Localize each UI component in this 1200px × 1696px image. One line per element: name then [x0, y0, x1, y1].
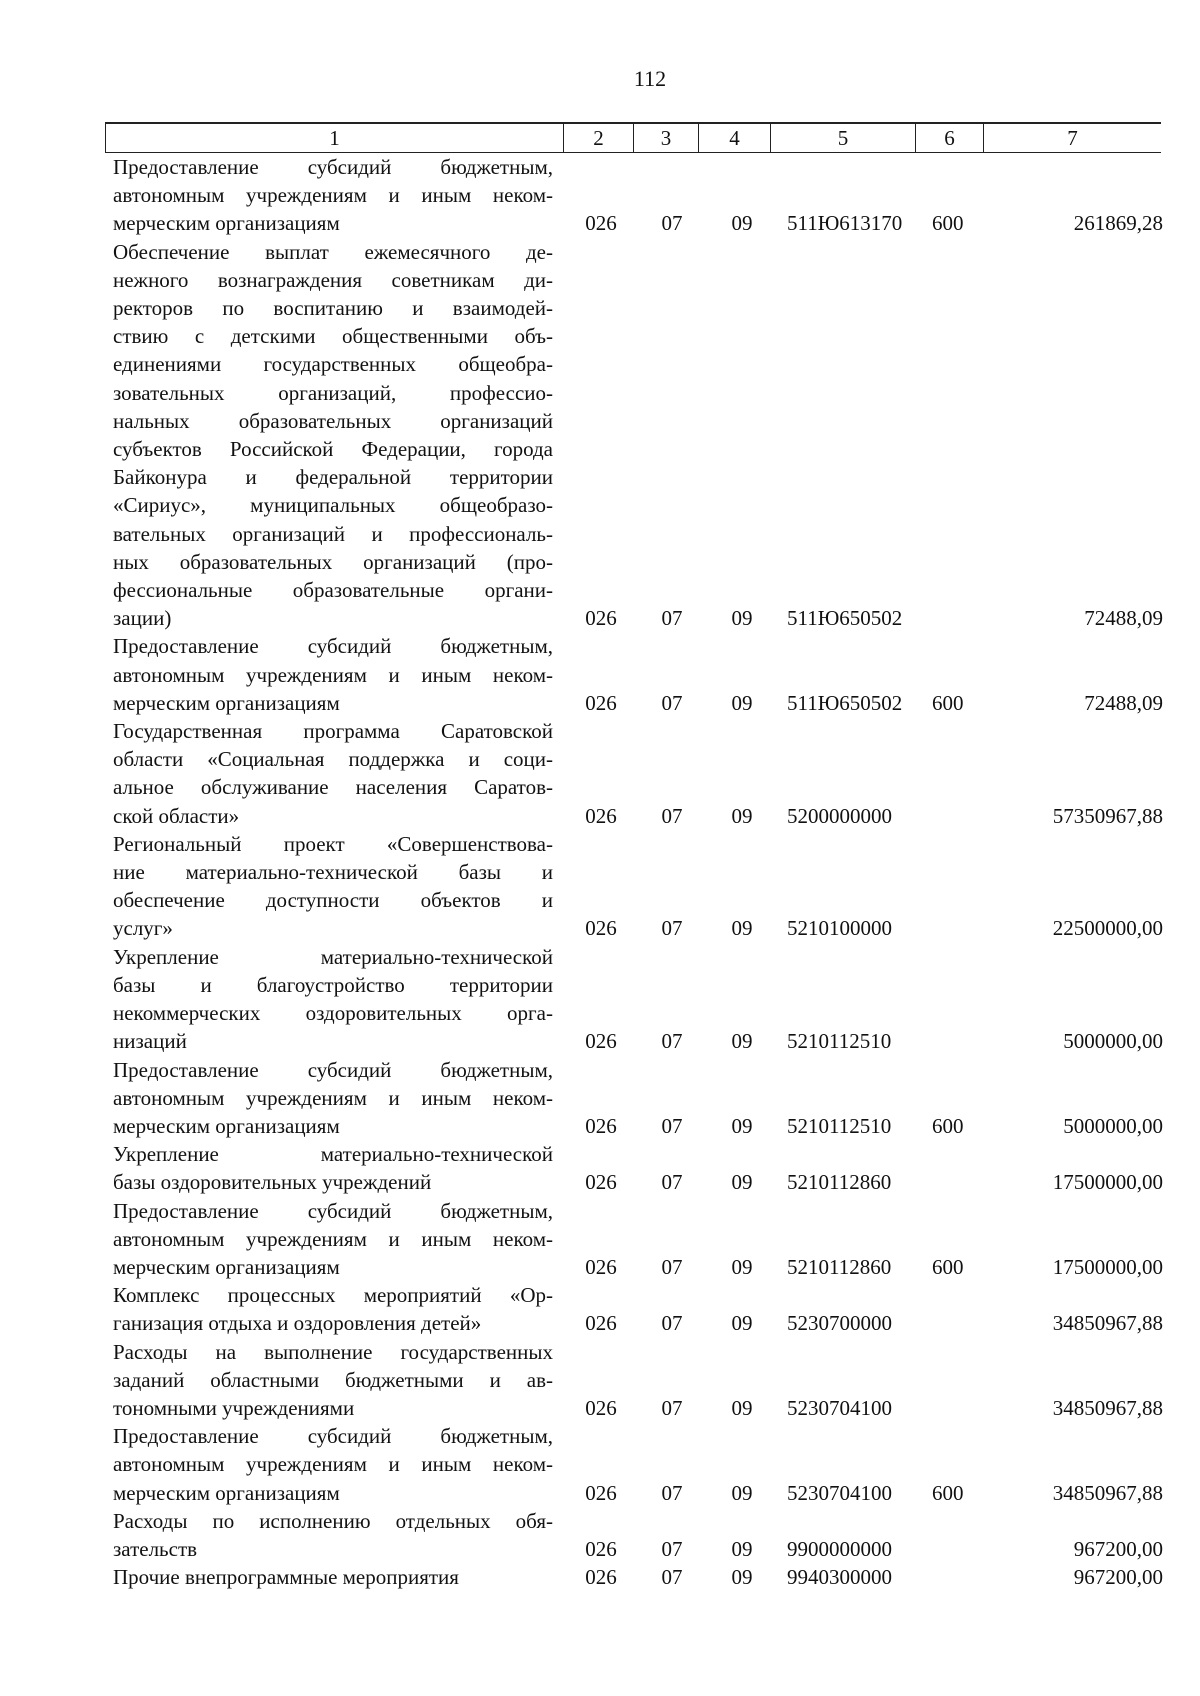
- description-line: нальных образовательных организаций: [113, 408, 553, 433]
- row-description: [113, 238, 553, 633]
- description-line: фессиональные образовательные органи-: [113, 578, 553, 603]
- row-description: [113, 153, 553, 238]
- cell-c4: 09: [731, 211, 753, 236]
- description-line: области «Социальная поддержка и соци-: [113, 747, 553, 772]
- cell-c4: 09: [731, 1480, 753, 1505]
- cell-c2: 026: [585, 1395, 617, 1420]
- description-line: автономным учреждениям и иным неком-: [113, 1226, 553, 1251]
- header-col-3: 3: [633, 124, 698, 152]
- description-line: нежного вознаграждения советникам ди-: [113, 267, 553, 292]
- description-line: услуг»: [113, 916, 173, 941]
- description-line: мерческим организациям: [113, 690, 340, 715]
- description-line: автономным учреждениям и иным неком-: [113, 183, 553, 208]
- description-line: Укрепление материально-технической: [113, 1142, 553, 1167]
- table-row: [113, 1281, 1163, 1337]
- description-line: субъектов Российской Федерации, города: [113, 437, 553, 462]
- cell-c2: 026: [585, 1113, 617, 1138]
- cell-c2: 026: [585, 211, 617, 236]
- table-row: [113, 717, 1163, 830]
- cell-c7: 17500000,00: [1052, 1170, 1163, 1195]
- table-row: [113, 153, 1163, 238]
- description-line: ректоров по воспитанию и взаимодей-: [113, 296, 553, 321]
- cell-c6: 600: [932, 690, 964, 715]
- description-line: автономным учреждениям и иным неком-: [113, 1085, 553, 1110]
- description-line: Укрепление материально-технической: [113, 944, 553, 969]
- cell-c5: 5210112510: [787, 1113, 892, 1138]
- description-line: автономным учреждениям и иным неком-: [113, 662, 553, 687]
- cell-c7: 57350967,88: [1052, 803, 1163, 828]
- cell-c4: 09: [731, 803, 753, 828]
- description-line: Предоставление субсидий бюджетным,: [113, 1198, 553, 1223]
- cell-c2: 026: [585, 1311, 617, 1336]
- cell-c6: 600: [932, 1254, 964, 1279]
- table-row: [113, 830, 1163, 943]
- cell-c2: 026: [585, 1565, 617, 1590]
- cell-c2: 026: [585, 1170, 617, 1195]
- cell-c2: 026: [585, 803, 617, 828]
- page-number: 112: [633, 66, 667, 91]
- cell-c3: 07: [661, 1029, 683, 1054]
- description-line: ние материально-технической базы и: [113, 860, 553, 885]
- cell-c4: 09: [731, 1395, 753, 1420]
- description-line: некоммерческих оздоровительных орга-: [113, 1001, 553, 1026]
- cell-c2: 026: [585, 1254, 617, 1279]
- row-description: [113, 1563, 553, 1591]
- header-col-6: 6: [915, 124, 983, 152]
- description-line: Государственная программа Саратовской: [113, 719, 553, 744]
- row-description: [113, 1197, 553, 1282]
- row-description: [113, 1281, 553, 1337]
- cell-c2: 026: [585, 1029, 617, 1054]
- cell-c5: 5210112510: [787, 1029, 892, 1054]
- cell-c3: 07: [661, 606, 683, 631]
- description-line: Прочие внепрограммные мероприятия: [113, 1565, 459, 1590]
- description-line: мерческим организациям: [113, 1113, 340, 1138]
- description-line: зовательных организаций, профессио-: [113, 380, 553, 405]
- cell-c7: 22500000,00: [1052, 916, 1163, 941]
- description-line: ской области»: [113, 803, 240, 828]
- row-description: [113, 1338, 553, 1423]
- description-line: Предоставление субсидий бюджетным,: [113, 1057, 553, 1082]
- table-row: [113, 1563, 1163, 1591]
- row-description: [113, 943, 553, 1056]
- description-line: ных образовательных организаций (про-: [113, 549, 553, 574]
- cell-c5: 5200000000: [787, 803, 892, 828]
- cell-c5: 5210112860: [787, 1170, 892, 1195]
- cell-c4: 09: [731, 1536, 753, 1561]
- cell-c2: 026: [585, 1536, 617, 1561]
- description-line: заданий областными бюджетными и ав-: [113, 1367, 553, 1392]
- cell-c3: 07: [661, 1395, 683, 1420]
- header-col-1: 1: [105, 124, 563, 152]
- cell-c5: 511Ю650502: [787, 606, 903, 631]
- cell-c6: 600: [932, 1480, 964, 1505]
- table-body: [113, 153, 1163, 1591]
- table-row: [113, 1140, 1163, 1196]
- cell-c5: 9900000000: [787, 1536, 892, 1561]
- cell-c3: 07: [661, 1480, 683, 1505]
- description-line: мерческим организациям: [113, 1480, 340, 1505]
- description-line: автономным учреждениям и иным неком-: [113, 1452, 553, 1477]
- description-line: «Сириус», муниципальных общеобразо-: [113, 493, 553, 518]
- cell-c7: 72488,09: [1084, 690, 1163, 715]
- cell-c3: 07: [661, 1254, 683, 1279]
- cell-c4: 09: [731, 916, 753, 941]
- header-col-5: 5: [770, 124, 915, 152]
- row-description: [113, 1056, 553, 1141]
- cell-c7: 34850967,88: [1052, 1311, 1163, 1336]
- cell-c5: 9940300000: [787, 1565, 892, 1590]
- description-line: мерческим организациям: [113, 1254, 340, 1279]
- cell-c5: 511Ю613170: [787, 211, 903, 236]
- description-line: зательств: [113, 1536, 198, 1561]
- description-line: базы и благоустройство территории: [113, 972, 553, 997]
- row-description: [113, 1422, 553, 1507]
- description-line: обеспечение доступности объектов и: [113, 888, 553, 913]
- cell-c5: 5210112860: [787, 1254, 892, 1279]
- description-line: Байконура и федеральной территории: [113, 465, 553, 490]
- description-line: Расходы по исполнению отдельных обя-: [113, 1508, 553, 1533]
- header-col-7: 7: [983, 124, 1161, 152]
- cell-c3: 07: [661, 1565, 683, 1590]
- table-header: [105, 122, 1161, 153]
- description-line: Расходы на выполнение государственных: [113, 1339, 553, 1364]
- cell-c3: 07: [661, 211, 683, 236]
- cell-c4: 09: [731, 606, 753, 631]
- cell-c4: 09: [731, 1113, 753, 1138]
- table-row: [113, 943, 1163, 1056]
- description-line: ганизация отдыха и оздоровления детей»: [113, 1311, 482, 1336]
- description-line: единениями государственных общеобра-: [113, 352, 553, 377]
- description-line: вательных организаций и профессиональ-: [113, 521, 553, 546]
- cell-c3: 07: [661, 916, 683, 941]
- table-row: [113, 1197, 1163, 1282]
- table-row: [113, 238, 1163, 633]
- description-line: Обеспечение выплат ежемесячного де-: [113, 239, 553, 264]
- cell-c5: 5230704100: [787, 1395, 892, 1420]
- table-row: [113, 1338, 1163, 1423]
- cell-c7: 967200,00: [1073, 1536, 1163, 1561]
- cell-c7: 5000000,00: [1063, 1113, 1163, 1138]
- row-description: [113, 830, 553, 943]
- description-line: альное обслуживание населения Саратов-: [113, 775, 553, 800]
- cell-c7: 17500000,00: [1052, 1254, 1163, 1279]
- cell-c3: 07: [661, 690, 683, 715]
- description-line: мерческим организациям: [113, 211, 340, 236]
- cell-c4: 09: [731, 1029, 753, 1054]
- cell-c7: 34850967,88: [1052, 1395, 1163, 1420]
- table-row: [113, 1507, 1163, 1563]
- cell-c5: 5230704100: [787, 1480, 892, 1505]
- table-row: [113, 1056, 1163, 1141]
- cell-c5: 5210100000: [787, 916, 892, 941]
- cell-c3: 07: [661, 1170, 683, 1195]
- cell-c4: 09: [731, 1565, 753, 1590]
- row-description: [113, 1507, 553, 1563]
- description-line: ствию с детскими общественными объ-: [113, 324, 553, 349]
- cell-c7: 261869,28: [1073, 211, 1163, 236]
- table-row: [113, 632, 1163, 717]
- cell-c4: 09: [731, 690, 753, 715]
- header-col-2: 2: [563, 124, 633, 152]
- description-line: Предоставление субсидий бюджетным,: [113, 155, 553, 179]
- cell-c4: 09: [731, 1311, 753, 1336]
- cell-c2: 026: [585, 690, 617, 715]
- cell-c7: 5000000,00: [1063, 1029, 1163, 1054]
- cell-c4: 09: [731, 1170, 753, 1195]
- cell-c6: 600: [932, 1113, 964, 1138]
- header-col-4: 4: [698, 124, 770, 152]
- cell-c2: 026: [585, 606, 617, 631]
- cell-c6: 600: [932, 211, 964, 236]
- cell-c7: 72488,09: [1084, 606, 1163, 631]
- description-line: Предоставление субсидий бюджетным,: [113, 1424, 553, 1449]
- cell-c7: 967200,00: [1073, 1565, 1163, 1590]
- description-line: Комплекс процессных мероприятий «Ор-: [113, 1283, 553, 1308]
- cell-c3: 07: [661, 1311, 683, 1336]
- row-description: [113, 1140, 553, 1196]
- description-line: Предоставление субсидий бюджетным,: [113, 634, 553, 659]
- table-row: [113, 1422, 1163, 1507]
- row-description: [113, 632, 553, 717]
- cell-c5: 511Ю650502: [787, 690, 903, 715]
- cell-c3: 07: [661, 803, 683, 828]
- description-line: Региональный проект «Совершенствова-: [113, 831, 553, 856]
- description-line: базы оздоровительных учреждений: [113, 1170, 432, 1195]
- cell-c3: 07: [661, 1536, 683, 1561]
- cell-c2: 026: [585, 916, 617, 941]
- description-line: зации): [113, 606, 172, 631]
- cell-c2: 026: [585, 1480, 617, 1505]
- cell-c3: 07: [661, 1113, 683, 1138]
- row-description: [113, 717, 553, 830]
- cell-c5: 5230700000: [787, 1311, 892, 1336]
- cell-c7: 34850967,88: [1052, 1480, 1163, 1505]
- description-line: низаций: [113, 1029, 187, 1054]
- cell-c4: 09: [731, 1254, 753, 1279]
- description-line: тономными учреждениями: [113, 1395, 355, 1420]
